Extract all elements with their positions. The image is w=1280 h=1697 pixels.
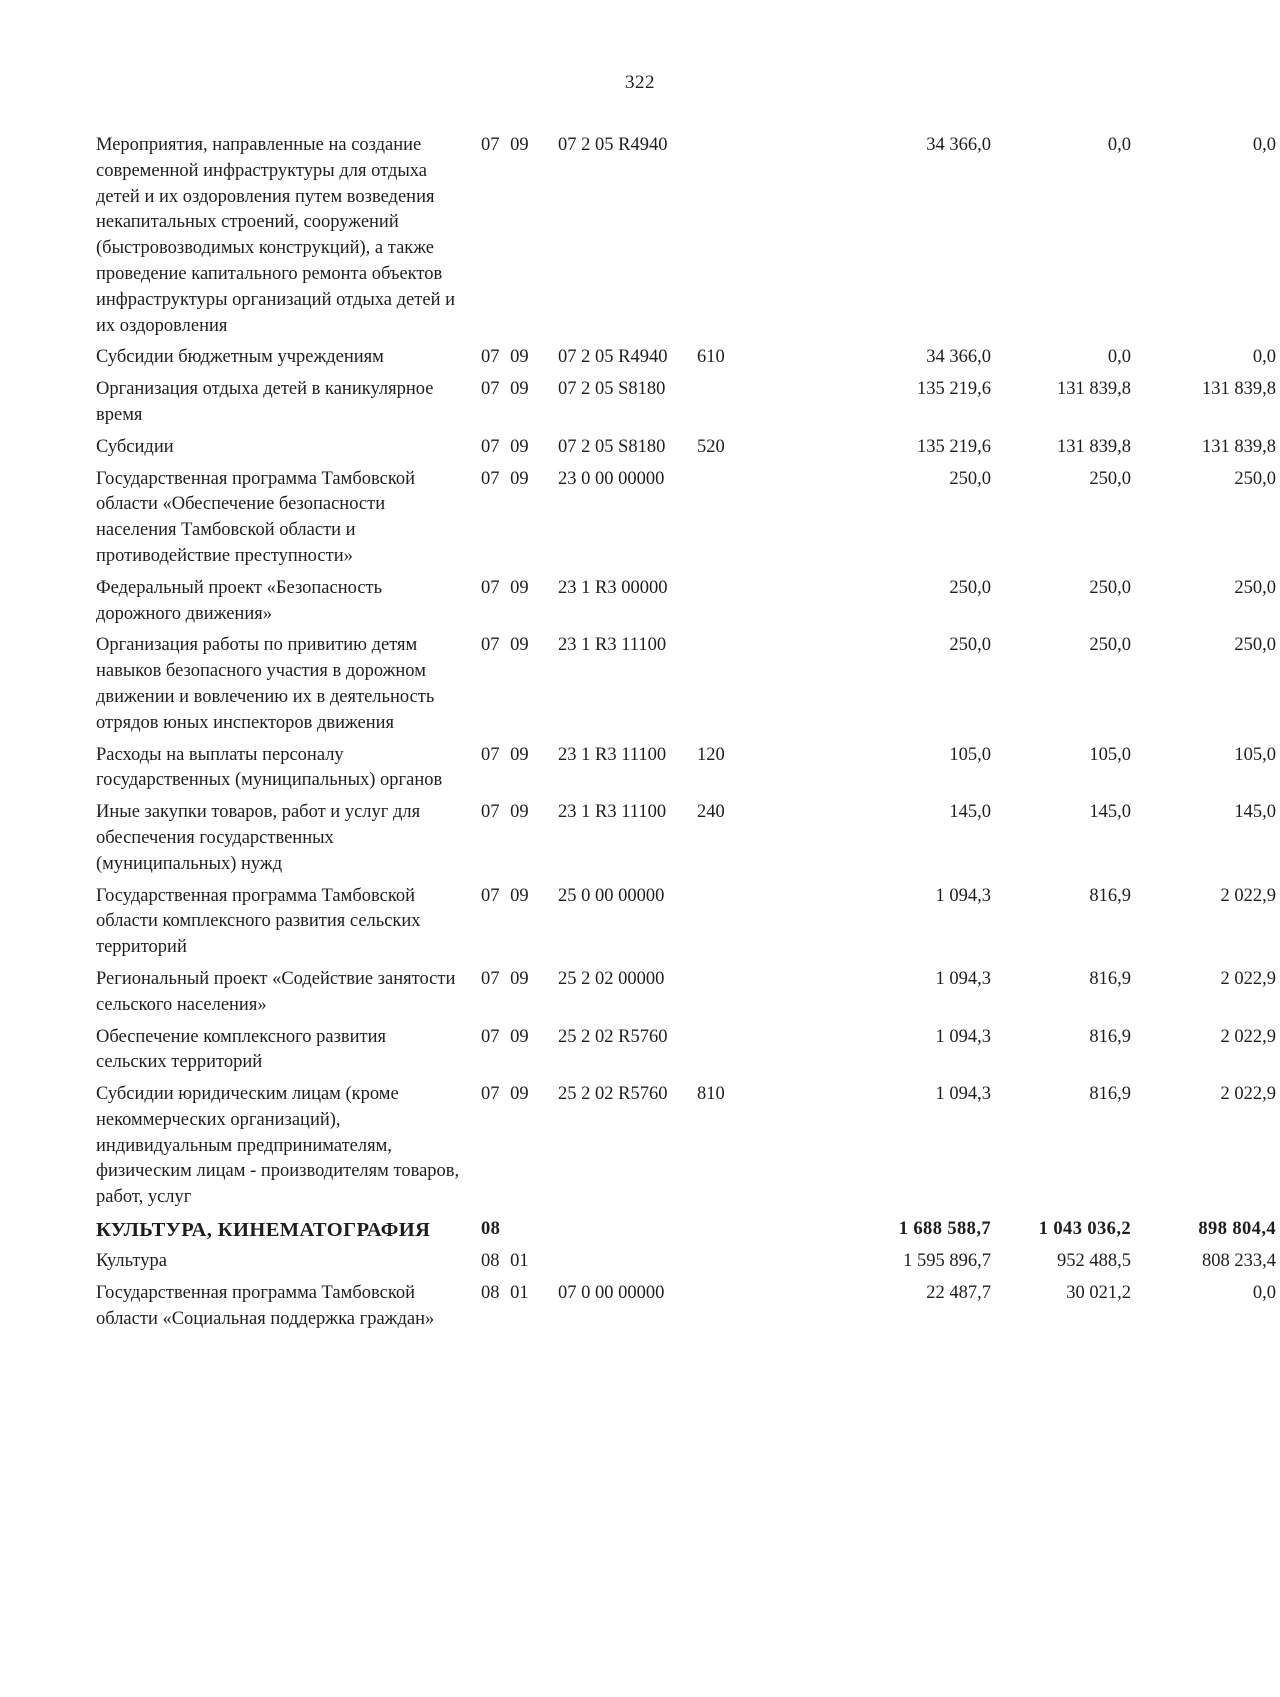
expense-type-code: 520 bbox=[697, 436, 725, 457]
amount-year-2: 250,0 bbox=[1089, 577, 1131, 598]
amount-year-1: 34 366,0 bbox=[926, 135, 991, 155]
target-article-code: 25 2 02 R5760 bbox=[558, 1084, 668, 1105]
target-article-code: 07 2 05 S8180 bbox=[558, 379, 666, 400]
amount-year-2: 952 488,5 bbox=[1057, 1251, 1131, 1272]
amount-year-2: 105,0 bbox=[1089, 744, 1131, 765]
row-name: Субсидии bbox=[96, 436, 174, 457]
expense-type-code: 810 bbox=[697, 1084, 725, 1105]
amount-year-2: 0,0 bbox=[1107, 135, 1131, 155]
table-row bbox=[96, 743, 1276, 795]
budget-table bbox=[96, 133, 1276, 1332]
section-code: 07 09 bbox=[481, 1084, 529, 1105]
amount-year-2: 131 839,8 bbox=[1057, 379, 1131, 400]
section-total-row bbox=[96, 1217, 1276, 1243]
section-code: 07 09 bbox=[481, 802, 529, 823]
amount-year-3: 131 839,8 bbox=[1202, 436, 1276, 457]
target-article-code: 25 2 02 00000 bbox=[558, 968, 665, 989]
amount-year-2: 816,9 bbox=[1089, 1084, 1131, 1105]
table-row bbox=[96, 884, 1276, 961]
section-code: 07 09 bbox=[481, 468, 529, 489]
amount-year-2: 145,0 bbox=[1089, 802, 1131, 823]
row-name: Обеспечение комплексного развития сельских территорий bbox=[96, 1026, 387, 1073]
section-code: 07 09 bbox=[481, 577, 529, 598]
target-article-code: 07 2 05 R4940 bbox=[558, 135, 668, 155]
amount-year-3: 0,0 bbox=[1252, 347, 1276, 368]
amount-year-2: 816,9 bbox=[1089, 885, 1131, 906]
amount-year-1: 1 094,3 bbox=[935, 968, 991, 989]
row-name: Культура bbox=[96, 1251, 167, 1272]
amount-year-3: 0,0 bbox=[1252, 1282, 1276, 1303]
amount-year-2: 0,0 bbox=[1107, 347, 1131, 368]
section-title: КУЛЬТУРА, КИНЕМАТОГРАФИЯ bbox=[96, 1219, 431, 1242]
amount-year-3: 808 233,4 bbox=[1202, 1251, 1276, 1272]
section-code: 07 09 bbox=[481, 379, 529, 400]
table-row bbox=[96, 345, 1276, 371]
amount-year-1: 250,0 bbox=[949, 635, 991, 656]
table-row bbox=[96, 377, 1276, 429]
table-row bbox=[96, 576, 1276, 628]
section-code: 08 01 bbox=[481, 1282, 529, 1303]
amount-year-3: 145,0 bbox=[1234, 802, 1276, 823]
section-code: 07 09 bbox=[481, 436, 529, 457]
amount-year-1: 22 487,7 bbox=[926, 1282, 991, 1303]
row-name: Государственная программа Тамбовской области комплексного развития сельских территорий bbox=[96, 885, 421, 958]
amount-year-1: 105,0 bbox=[949, 744, 991, 765]
amount-year-2: 250,0 bbox=[1089, 468, 1131, 489]
amount-year-3: 2 022,9 bbox=[1220, 1084, 1276, 1105]
amount-year-3: 0,0 bbox=[1252, 135, 1276, 155]
amount-year-2: 131 839,8 bbox=[1057, 436, 1131, 457]
target-article-code: 23 1 R3 00000 bbox=[558, 577, 668, 598]
target-article-code: 07 2 05 R4940 bbox=[558, 347, 668, 368]
row-name: Субсидии бюджетным учреждениям bbox=[96, 347, 384, 368]
section-code: 07 09 bbox=[481, 1026, 529, 1047]
amount-year-3: 250,0 bbox=[1234, 577, 1276, 598]
row-name: Мероприятия, направленные на создание современной инфраструктуры для отдыха детей и их оздоровления путем возведения некапитальных строений, сооружений (быстровозводимых конструкций), а также проведение капитального ремонта объектов инфраструктуры организаций отдыха детей и их оздоровления bbox=[96, 135, 455, 336]
table-row bbox=[96, 800, 1276, 877]
row-name: Субсидии юридическим лицам (кроме некоммерческих организаций), индивидуальным предпринимателям, физическим лицам - производителям товаров, работ, услуг bbox=[96, 1084, 460, 1208]
amount-year-2: 1 043 036,2 bbox=[1038, 1219, 1131, 1240]
table-row bbox=[96, 1249, 1276, 1275]
amount-year-3: 250,0 bbox=[1234, 635, 1276, 656]
amount-year-1: 135 219,6 bbox=[917, 379, 991, 400]
section-code: 08 01 bbox=[481, 1251, 529, 1272]
amount-year-2: 30 021,2 bbox=[1066, 1282, 1131, 1303]
target-article-code: 23 1 R3 11100 bbox=[558, 744, 667, 765]
table-row bbox=[96, 1082, 1276, 1211]
target-article-code: 07 2 05 S8180 bbox=[558, 436, 666, 457]
section-code: 08 bbox=[481, 1219, 501, 1240]
amount-year-1: 1 094,3 bbox=[935, 1084, 991, 1105]
amount-year-2: 250,0 bbox=[1089, 635, 1131, 656]
amount-year-2: 816,9 bbox=[1089, 1026, 1131, 1047]
expense-type-code: 120 bbox=[697, 744, 725, 765]
expense-type-code: 240 bbox=[697, 802, 725, 823]
amount-year-1: 1 094,3 bbox=[935, 1026, 991, 1047]
section-code: 07 09 bbox=[481, 744, 529, 765]
amount-year-1: 1 595 896,7 bbox=[903, 1251, 991, 1272]
amount-year-1: 145,0 bbox=[949, 802, 991, 823]
amount-year-2: 816,9 bbox=[1089, 968, 1131, 989]
row-name: Расходы на выплаты персоналу государственных (муниципальных) органов bbox=[96, 744, 443, 791]
table-row bbox=[96, 967, 1276, 1019]
row-name: Федеральный проект «Безопасность дорожного движения» bbox=[96, 577, 383, 624]
amount-year-1: 250,0 bbox=[949, 577, 991, 598]
section-code: 07 09 bbox=[481, 885, 529, 906]
row-name: Государственная программа Тамбовской области «Социальная поддержка граждан» bbox=[96, 1282, 435, 1329]
table-row bbox=[96, 633, 1276, 736]
target-article-code: 25 0 00 00000 bbox=[558, 885, 665, 906]
row-name: Иные закупки товаров, работ и услуг для обеспечения государственных (муниципальных) нужд bbox=[96, 802, 421, 874]
amount-year-1: 250,0 bbox=[949, 468, 991, 489]
section-code: 07 09 bbox=[481, 968, 529, 989]
table-row bbox=[96, 1025, 1276, 1077]
table-row bbox=[96, 467, 1276, 570]
section-code: 07 09 bbox=[481, 347, 529, 368]
target-article-code: 25 2 02 R5760 bbox=[558, 1026, 668, 1047]
row-name: Государственная программа Тамбовской области «Обеспечение безопасности населения Тамбовской области и противодействие преступности» bbox=[96, 468, 416, 566]
target-article-code: 23 0 00 00000 bbox=[558, 468, 665, 489]
amount-year-3: 2 022,9 bbox=[1220, 885, 1276, 906]
amount-year-3: 2 022,9 bbox=[1220, 1026, 1276, 1047]
target-article-code: 23 1 R3 11100 bbox=[558, 802, 667, 823]
row-name: Организация работы по привитию детям навыков безопасного участия в дорожном движении и вовлечению их в деятельность отрядов юных инспекторов движения bbox=[96, 635, 435, 733]
amount-year-1: 1 094,3 bbox=[935, 885, 991, 906]
amount-year-3: 131 839,8 bbox=[1202, 379, 1276, 400]
table-row bbox=[96, 435, 1276, 461]
page-number: 322 bbox=[625, 72, 655, 93]
amount-year-1: 135 219,6 bbox=[917, 436, 991, 457]
row-name: Организация отдыха детей в каникулярное время bbox=[96, 379, 434, 425]
amount-year-1: 34 366,0 bbox=[926, 347, 991, 368]
expense-type-code: 610 bbox=[697, 347, 725, 368]
amount-year-3: 898 804,4 bbox=[1198, 1219, 1276, 1240]
table-row bbox=[96, 1281, 1276, 1333]
amount-year-3: 105,0 bbox=[1234, 744, 1276, 765]
target-article-code: 07 0 00 00000 bbox=[558, 1282, 665, 1303]
amount-year-1: 1 688 588,7 bbox=[898, 1219, 991, 1240]
row-name: Региональный проект «Содействие занятости сельского населения» bbox=[96, 968, 456, 1015]
section-code: 07 09 bbox=[481, 135, 529, 155]
table-row bbox=[96, 133, 1276, 339]
target-article-code: 23 1 R3 11100 bbox=[558, 635, 667, 656]
amount-year-3: 2 022,9 bbox=[1220, 968, 1276, 989]
section-code: 07 09 bbox=[481, 635, 529, 656]
amount-year-3: 250,0 bbox=[1234, 468, 1276, 489]
